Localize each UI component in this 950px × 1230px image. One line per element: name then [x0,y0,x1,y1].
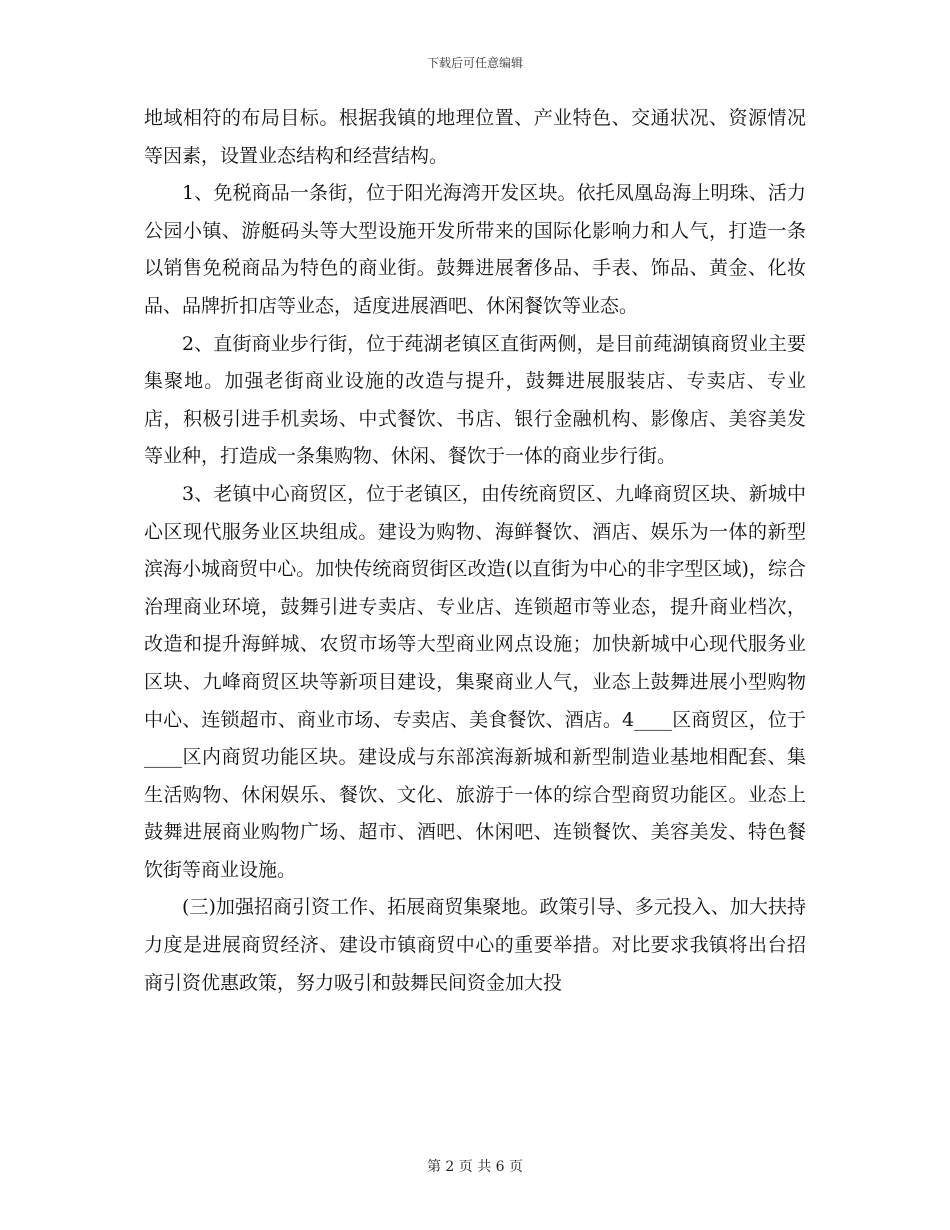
paragraph-item-2: 2、直街商业步行街，位于莼湖老镇区直街两侧，是目前莼湖镇商贸业主要集聚地。加强老街商业设施的改造与提升，鼓舞进展服装店、专卖店、专业店，积极引进手机卖场、中式餐饮、书店、银行金融机构、影像店、美容美发等业种，打造成一条集购物、休闲、餐饮于一体的商业步行街。 [144,332,806,468]
paragraph-item-1: 1、免税商品一条街，位于阳光海湾开发区块。依托凤凰岛海上明珠、活力公园小镇、游艇码头等大型设施开发所带来的国际化影响力和人气，打造一条以销售免税商品为特色的商业街。鼓舞进展奢侈品、手表、饰品、黄金、化妆品、品牌折扣店等业态，适度进展酒吧、休闲餐饮等业态。 [144,182,806,317]
page-header-note: 下载后可任意编辑 [426,56,523,70]
page-number-footer: 第 2 页 共 6 页 [426,1159,524,1175]
document-body [144,100,806,1002]
paragraph-item-3: 3、老镇中心商贸区，位于老镇区，由传统商贸区、九峰商贸区块、新城中心区现代服务业区块组成。建设为购物、海鲜餐饮、酒店、娱乐为一体的新型滨海小城商贸中心。加快传统商贸街区改造(以直街为中心的非字型区域)，综合治理商业环境，鼓舞引进专卖店、专业店、连锁超市等业态，提升商业档次，改造和提升海鲜城、农贸市场等大型商业网点设施；加快新城中心现代服务业区块、九峰商贸区块等新项目建设，集聚商业人气，业态上鼓舞进展小型购物中心、连锁超市、商业市场、专卖店、美食餐饮、酒店。4____区商贸区，位于____区内商贸功能区块。建设成与东部滨海新城和新型制造业基地相配套、集生活购物、休闲娱乐、餐饮、文化、旅游于一体的综合型商贸功能区。业态上鼓舞进展商业购物广场、超市、酒吧、休闲吧、连锁餐饮、美容美发、特色餐饮街等商业设施。 [144,482,806,881]
paragraph-section-3: (三)加强招商引资工作、拓展商贸集聚地。政策引导、多元投入、加大扶持力度是进展商贸经济、建设市镇商贸中心的重要举措。对比要求我镇将出台招商引资优惠政策，努力吸引和鼓舞民间资金加大投 [144,896,806,994]
paragraph-continuation: 地域相符的布局目标。根据我镇的地理位置、产业特色、交通状况、资源情况等因素，设置业态结构和经营结构。 [144,107,806,167]
